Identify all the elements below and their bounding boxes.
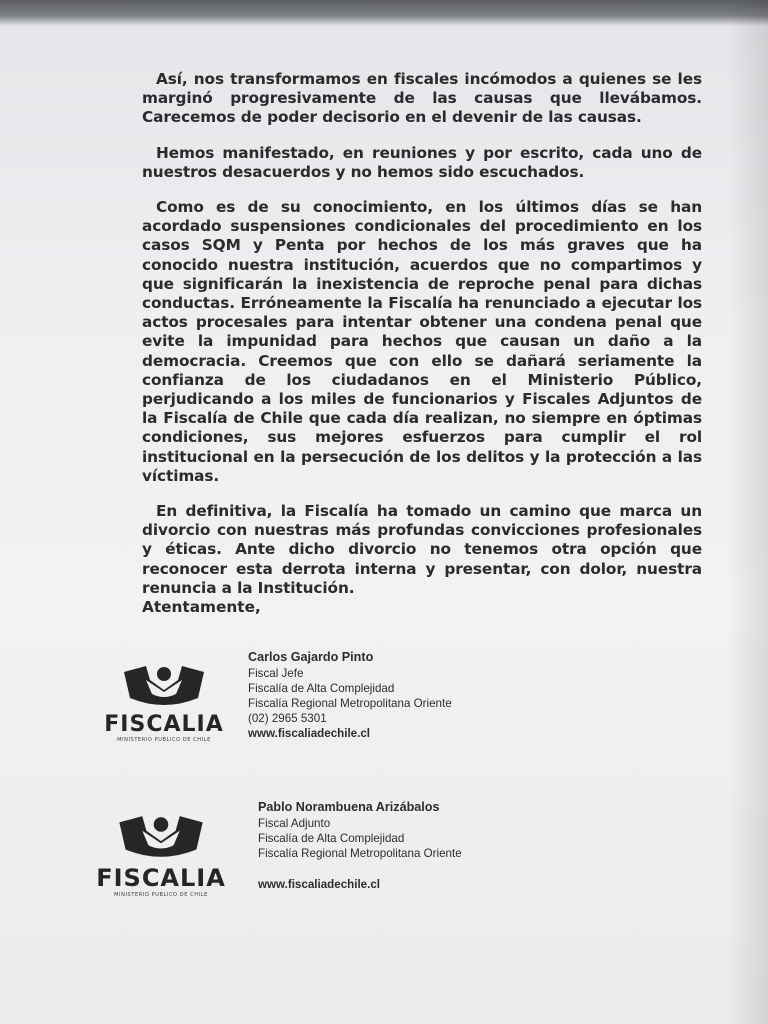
signature-block-norambuena [86, 796, 526, 906]
letter-paragraph: Así, nos transformamos en fiscales incómodos a quienes se les marginó progresivamente de las causas que llevábamos. Carecemos de poder decisorio en el devenir de las causas. [142, 70, 702, 127]
paper-shadow [728, 0, 768, 1024]
logo-subtitle: MINISTERIO PUBLICO DE CHILE [117, 737, 211, 743]
signer-unit: Fiscalía de Alta Complejidad [248, 682, 395, 695]
fiscalia-emblem-icon [116, 662, 212, 710]
signature-block-gajardo [90, 648, 510, 748]
logo-wordmark: FISCALIA [104, 712, 224, 737]
letter-paragraph: En definitiva, la Fiscalía ha tomado un camino que marca un divorcio con nuestras más profundas convicciones profesionales y éticas. Ante dicho divorcio no tenemos otra opción que reconocer esta derrota interna y presentar, con dolor, nuestra renuncia a la Institución. [142, 502, 702, 597]
paper-top-edge [0, 0, 768, 26]
signer-title: Fiscal Jefe [248, 667, 304, 680]
signer-title: Fiscal Adjunto [258, 817, 331, 830]
logo-subtitle: MINISTERIO PUBLICO DE CHILE [114, 892, 208, 898]
signer-name: Pablo Norambuena Arizábalos [258, 800, 440, 814]
fiscalia-emblem-icon [111, 812, 211, 862]
signature-info [248, 650, 452, 741]
closing-salutation: Atentamente, [142, 598, 261, 616]
signer-website: www.fiscaliadechile.cl [258, 878, 381, 891]
letter-paragraph: Como es de su conocimiento, en los últimos días se han acordado suspensiones condicionales del procedimiento en los casos SQM y Penta por hechos de los más graves que ha conocido nuestra institución, acuerdos que no compartimos y que significarán la inexistencia de reproche penal para dichas conductas. Erróneamente la Fiscalía ha renunciado a ejecutar los actos procesales para intentar obtener una condena penal que evite la impunidad para hechos que causan un daño a la democracia. Creemos que con ello se dañará seriamente la confianza de los ciudadanos en el Ministerio Público, perjudicando a los miles de funcionarios y Fiscales Adjuntos de la Fiscalía de Chile que cada día realizan, no siempre en óptimas condiciones, sus mejores esfuerzos para cumplir el rol institucional en la persecución de los delitos y la protección a las víctimas. [142, 198, 702, 485]
letter-body [142, 70, 702, 614]
fiscalia-logo [86, 812, 236, 898]
fiscalia-logo [94, 662, 234, 743]
signer-phone: (02) 2965 5301 [248, 712, 327, 725]
signature-info [258, 800, 462, 892]
logo-wordmark: FISCALIA [96, 864, 226, 892]
signer-office: Fiscalía Regional Metropolitana Oriente [248, 697, 452, 710]
signer-unit: Fiscalía de Alta Complejidad [258, 832, 405, 845]
letter-paragraph: Hemos manifestado, en reuniones y por escrito, cada uno de nuestros desacuerdos y no hemos sido escuchados. [142, 143, 702, 181]
signer-name: Carlos Gajardo Pinto [248, 650, 374, 664]
signer-website: www.fiscaliadechile.cl [248, 727, 371, 740]
signer-office: Fiscalía Regional Metropolitana Oriente [258, 847, 462, 860]
